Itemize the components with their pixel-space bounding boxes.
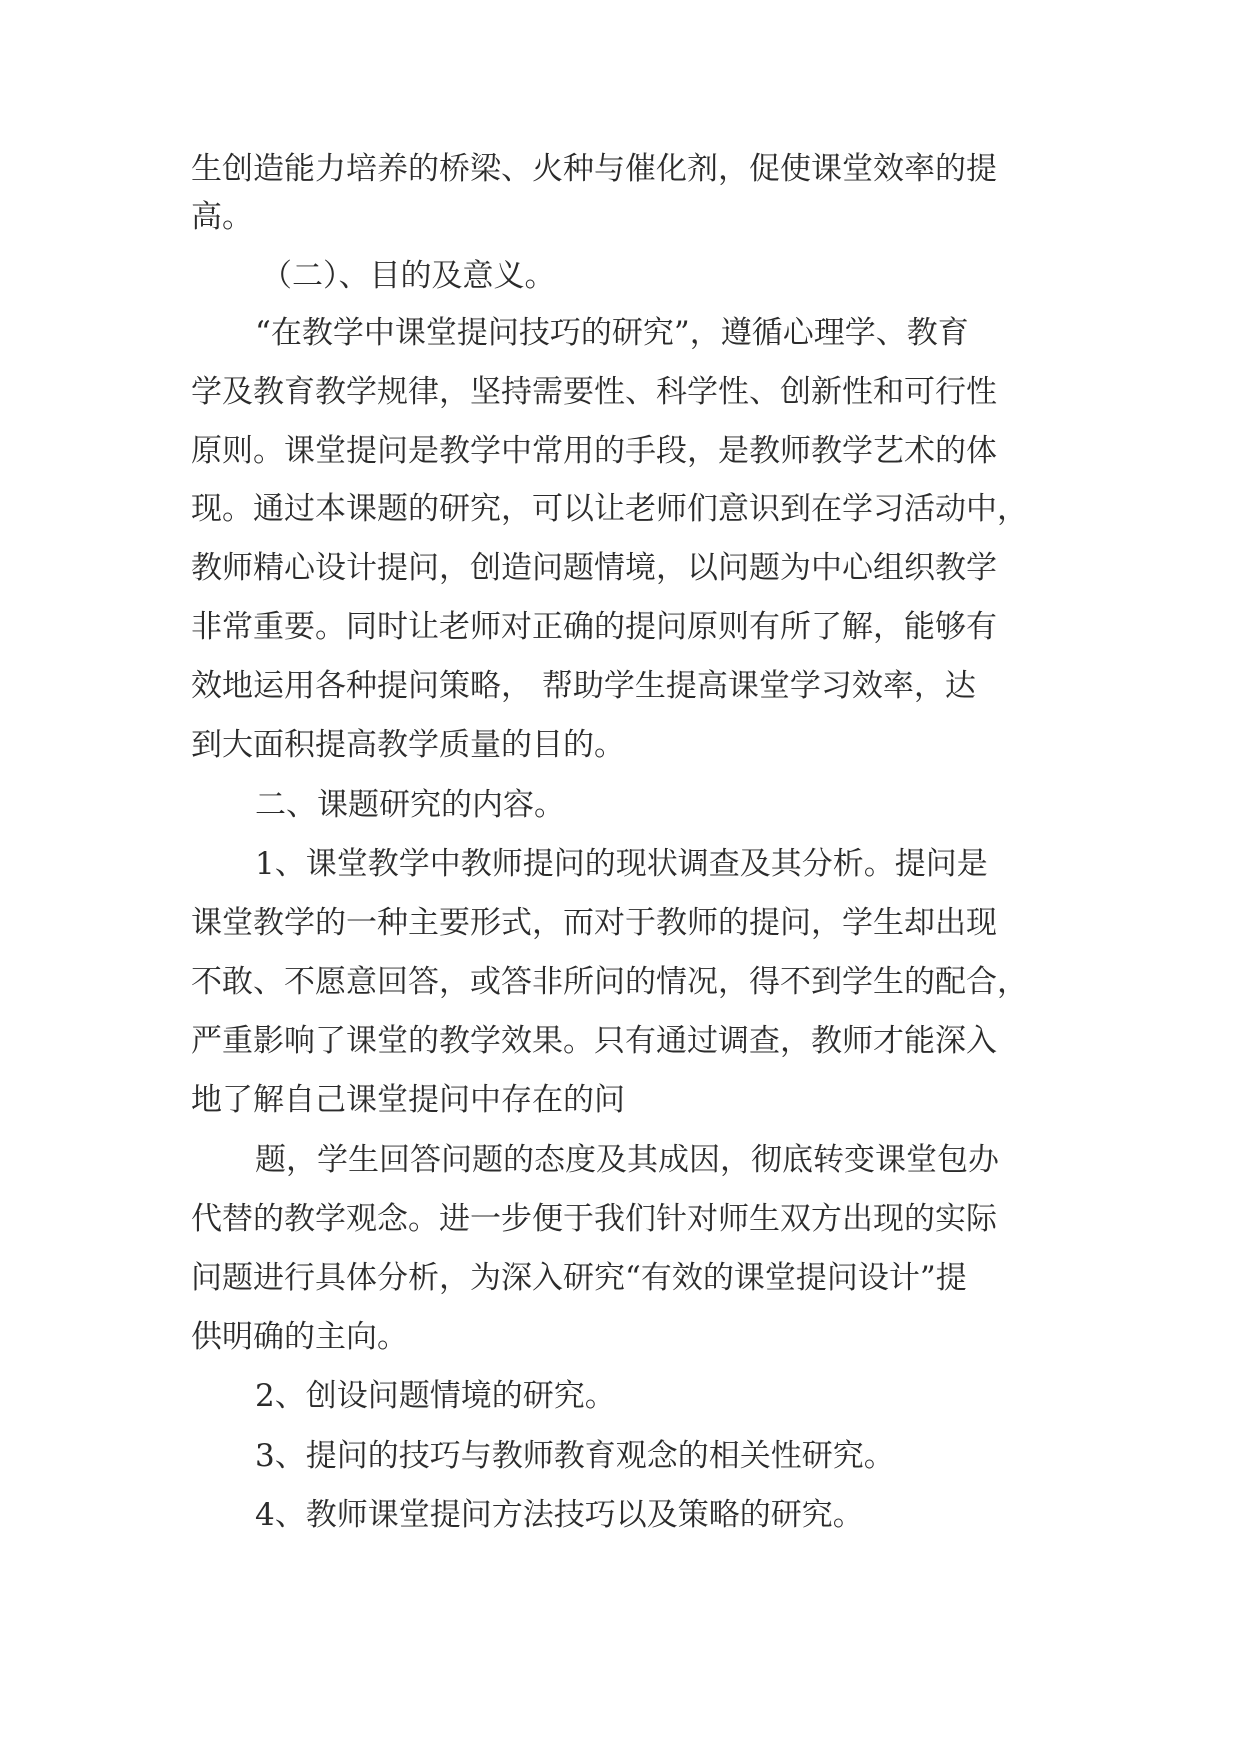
text-line: 问题进行具体分析，为深入研究“有效的课堂提问设计”提 bbox=[191, 1260, 967, 1296]
text-line: 生创造能力培养的桥梁、火种与催化剂，促使课堂效率的提 bbox=[191, 151, 997, 187]
text-line: 效地运用各种提问策略， 帮助学生提高课堂学习效率，达 bbox=[191, 668, 976, 704]
text-line: 原则。课堂提问是教学中常用的手段，是教师教学艺术的体 bbox=[191, 433, 997, 469]
text-line: 教师精心设计提问，创造问题情境，以问题为中心组织教学 bbox=[191, 550, 997, 586]
text-line: 代替的教学观念。进一步便于我们针对师生双方出现的实际 bbox=[191, 1201, 997, 1237]
text-line: 地了解自己课堂提问中存在的问 bbox=[191, 1082, 625, 1118]
section-heading: 二、课题研究的内容。 bbox=[255, 787, 565, 823]
text-line: 供明确的主向。 bbox=[191, 1319, 408, 1355]
text-line: 非常重要。同时让老师对正确的提问原则有所了解，能够有 bbox=[191, 609, 997, 645]
section-heading: （二）、目的及意义。 bbox=[261, 258, 556, 294]
paragraph-first-line: “在教学中课堂提问技巧的研究”，遵循心理学、教育 bbox=[255, 315, 969, 351]
text-line: 到大面积提高教学质量的目的。 bbox=[191, 727, 625, 763]
list-item: 2、创设问题情境的研究。 bbox=[255, 1378, 616, 1414]
text-line: 学及教育教学规律，坚持需要性、科学性、创新性和可行性 bbox=[191, 374, 997, 410]
text-line: 现。通过本课题的研究，可以让老师们意识到在学习活动中， bbox=[191, 491, 1028, 527]
paragraph-first-line: 1、课堂教学中教师提问的现状调查及其分析。提问是 bbox=[255, 846, 988, 882]
text-line: 高。 bbox=[191, 199, 253, 235]
list-item: 3、提问的技巧与教师教育观念的相关性研究。 bbox=[255, 1438, 895, 1474]
text-line: 严重影响了课堂的教学效果。只有通过调查，教师才能深入 bbox=[191, 1023, 997, 1059]
list-item: 4、教师课堂提问方法技巧以及策略的研究。 bbox=[255, 1497, 864, 1533]
paragraph-first-line: 题，学生回答问题的态度及其成因，彻底转变课堂包办 bbox=[255, 1142, 999, 1178]
text-line: 课堂教学的一种主要形式，而对于教师的提问，学生却出现 bbox=[191, 905, 997, 941]
text-line: 不敢、不愿意回答，或答非所问的情况，得不到学生的配合， bbox=[191, 964, 1028, 1000]
